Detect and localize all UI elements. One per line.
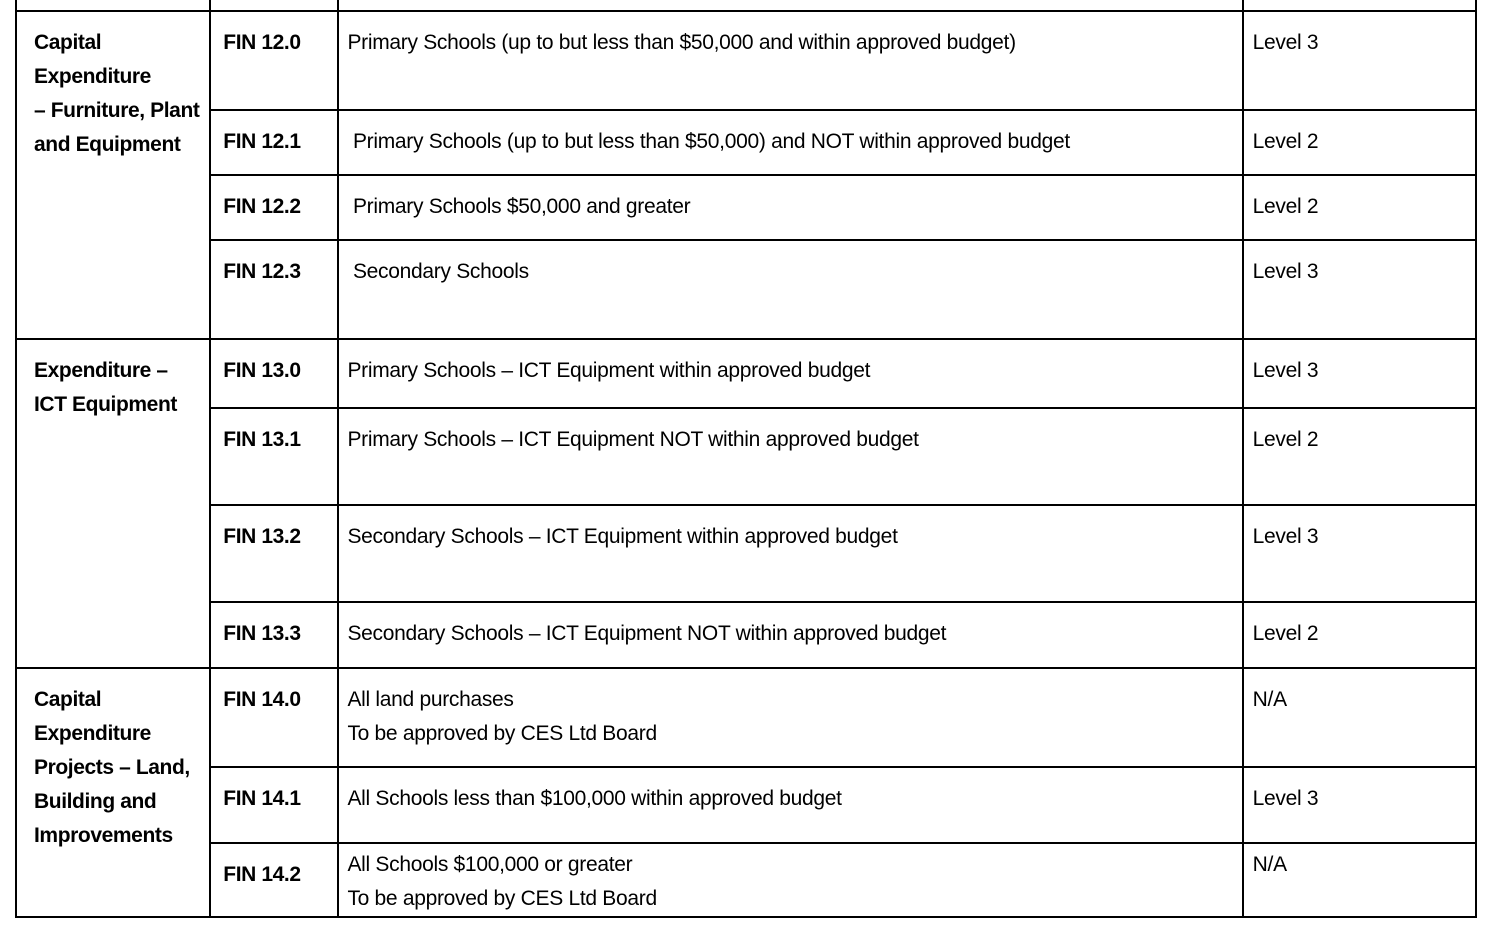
table-row [16, 602, 1476, 668]
code-cell [210, 843, 338, 917]
category-cell [16, 11, 210, 339]
code-cell [210, 110, 338, 175]
table-row [16, 110, 1476, 175]
table-row [16, 843, 1476, 917]
delegation-level: Level 3 [1252, 787, 1319, 810]
top-edge-cell [16, 0, 210, 11]
level-cell [1243, 668, 1476, 767]
description-cell [338, 602, 1242, 668]
code-cell [210, 668, 338, 767]
delegation-code: FIN 12.3 [223, 260, 301, 283]
delegation-level: Level 2 [1252, 195, 1319, 218]
level-cell [1243, 602, 1476, 668]
delegation-code: FIN 14.1 [223, 787, 301, 810]
top-edge-cell [210, 0, 338, 11]
delegation-description: Secondary Schools [347, 260, 529, 283]
delegation-level: N/A [1252, 688, 1287, 711]
delegation-code: FIN 13.1 [223, 428, 301, 451]
category-cell [16, 668, 210, 917]
table-row [16, 668, 1476, 767]
delegation-level: N/A [1252, 853, 1287, 876]
delegation-level: Level 3 [1252, 260, 1319, 283]
delegation-code: FIN 13.0 [223, 359, 301, 382]
delegation-description: All Schools less than $100,000 within approved budget [347, 787, 842, 810]
delegation-level: Level 2 [1252, 622, 1319, 645]
table-row [16, 11, 1476, 110]
delegation-level: Level 3 [1252, 525, 1319, 548]
delegation-level: Level 3 [1252, 359, 1319, 382]
table-row [16, 767, 1476, 843]
description-cell [338, 408, 1242, 505]
delegation-code: FIN 12.1 [223, 130, 301, 153]
delegation-level: Level 2 [1252, 130, 1319, 153]
code-cell [210, 339, 338, 408]
description-cell [338, 339, 1242, 408]
category-cell [16, 339, 210, 668]
description-cell [338, 505, 1242, 602]
delegation-code: FIN 13.2 [223, 525, 301, 548]
level-cell [1243, 843, 1476, 917]
description-cell [338, 767, 1242, 843]
delegation-level: Level 2 [1252, 428, 1319, 451]
level-cell [1243, 175, 1476, 240]
delegation-description: Secondary Schools – ICT Equipment NOT within approved budget [347, 622, 947, 645]
table-row [16, 240, 1476, 339]
description-cell [338, 843, 1242, 917]
description-cell [338, 11, 1242, 110]
delegations-table-container [15, 0, 1477, 918]
table-row [16, 175, 1476, 240]
delegation-description: Primary Schools (up to but less than $50,000) and NOT within approved budget [347, 130, 1070, 153]
code-cell [210, 240, 338, 339]
code-cell [210, 175, 338, 240]
category-label: Expenditure – ICT Equipment [34, 359, 177, 416]
table-row [16, 505, 1476, 602]
delegation-code: FIN 14.0 [223, 688, 301, 711]
top-edge-cell [1243, 0, 1476, 11]
table-row [16, 408, 1476, 505]
level-cell [1243, 408, 1476, 505]
category-label: Capital Expenditure Projects – Land, Building and Improvements [34, 688, 190, 847]
delegation-description: Primary Schools (up to but less than $50,000 and within approved budget) [347, 31, 1016, 54]
code-cell [210, 602, 338, 668]
table-row [16, 339, 1476, 408]
delegation-description: All land purchases To be approved by CES Ltd Board [347, 688, 657, 745]
category-label: Capital Expenditure – Furniture, Plant and Equipment [34, 31, 200, 156]
delegation-level: Level 3 [1252, 31, 1319, 54]
description-cell [338, 240, 1242, 339]
level-cell [1243, 339, 1476, 408]
level-cell [1243, 11, 1476, 110]
top-edge-cell [338, 0, 1242, 11]
level-cell [1243, 240, 1476, 339]
description-cell [338, 668, 1242, 767]
delegation-code: FIN 12.0 [223, 31, 301, 54]
code-cell [210, 767, 338, 843]
delegations-table [15, 0, 1477, 918]
code-cell [210, 505, 338, 602]
description-cell [338, 175, 1242, 240]
level-cell [1243, 505, 1476, 602]
level-cell [1243, 110, 1476, 175]
table-top-edge-row [16, 0, 1476, 11]
level-cell [1243, 767, 1476, 843]
code-cell [210, 408, 338, 505]
delegation-description: Secondary Schools – ICT Equipment within approved budget [347, 525, 898, 548]
delegation-description: Primary Schools $50,000 and greater [347, 195, 691, 218]
delegation-code: FIN 13.3 [223, 622, 301, 645]
delegation-code: FIN 12.2 [223, 195, 301, 218]
code-cell [210, 11, 338, 110]
delegation-code: FIN 14.2 [223, 863, 301, 886]
delegation-description: Primary Schools – ICT Equipment within approved budget [347, 359, 871, 382]
delegation-description: All Schools $100,000 or greater To be approved by CES Ltd Board [347, 853, 657, 910]
description-cell [338, 110, 1242, 175]
delegation-description: Primary Schools – ICT Equipment NOT within approved budget [347, 428, 919, 451]
